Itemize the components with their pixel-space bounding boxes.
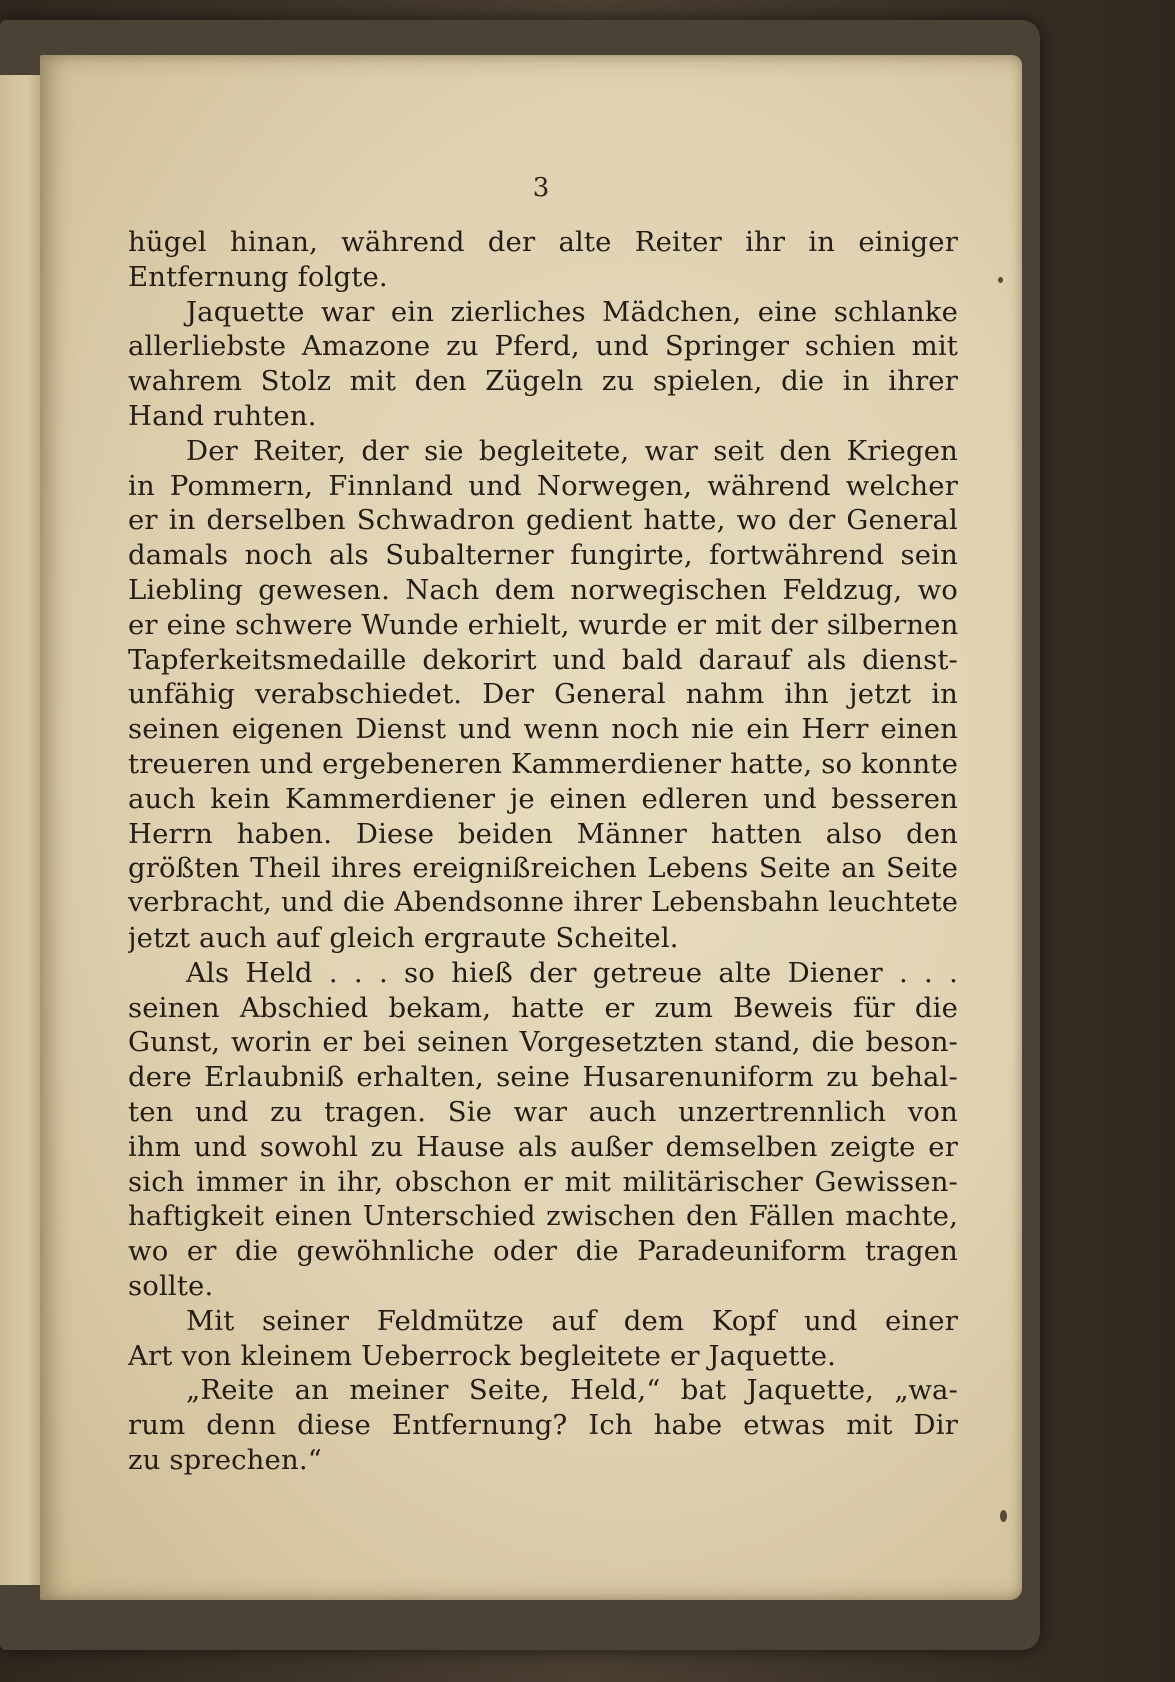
- text-line: dere Erlaubniß erhalten, seine Husarenuniform zu behal-: [128, 1061, 958, 1094]
- text-line: Der Reiter, der sie begleitete, war seit den Kriegen: [186, 434, 958, 467]
- text-line: seinen eigenen Dienst und wenn noch nie ein Herr einen: [128, 713, 958, 746]
- text-line: rum denn diese Entfernung? Ich habe etwas mit Dir: [128, 1409, 958, 1442]
- text-line: Hand ruhten.: [128, 399, 317, 432]
- text-line: jetzt auch auf gleich ergraute Scheitel.: [128, 921, 679, 954]
- text-line: allerliebste Amazone zu Pferd, und Springer schien mit: [128, 330, 958, 363]
- text-line: zu sprechen.“: [128, 1443, 322, 1476]
- text-line: „Reite an meiner Seite, Held,“ bat Jaquette, „wa-: [186, 1374, 958, 1407]
- page-number: 3: [532, 173, 550, 203]
- text-line: er in derselben Schwadron gedient hatte, wo der General: [128, 504, 958, 537]
- text-line: Mit seiner Feldmütze auf dem Kopf und einer: [186, 1304, 958, 1337]
- text-line: unfähig verabschiedet. Der General nahm ihn jetzt in: [128, 678, 958, 711]
- text-line: wahrem Stolz mit den Zügeln zu spielen, die in ihrer: [128, 365, 958, 398]
- text-line: damals noch als Subalterner fungirte, fortwährend sein: [128, 539, 958, 572]
- text-line: hügel hinan, während der alte Reiter ihr in einiger: [128, 226, 958, 258]
- text-line: Gunst, worin er bei seinen Vorgesetzten stand, die beson-: [128, 1026, 958, 1059]
- text-line: sich immer in ihr, obschon er mit militärischer Gewissen-: [128, 1165, 958, 1198]
- text-line: er eine schwere Wunde erhielt, wurde er mit der silbernen: [128, 608, 958, 641]
- text-line: haftigkeit einen Unterschied zwischen den Fällen machte,: [128, 1200, 958, 1233]
- paper-speck: [1000, 1510, 1007, 1522]
- text-line: treueren und ergebeneren Kammerdiener hatte, so konnte: [128, 747, 958, 780]
- text-line: Herrn haben. Diese beiden Männer hatten also den: [128, 817, 958, 850]
- text-line: sollte.: [128, 1269, 214, 1302]
- text-line: wo er die gewöhnliche oder die Paradeuniform tragen: [128, 1235, 958, 1268]
- text-line: Art von kleinem Ueberrock begleitete er Jaquette.: [128, 1339, 837, 1372]
- text-line: ten und zu tragen. Sie war auch unzertrennlich von: [128, 1095, 958, 1128]
- text-line: größten Theil ihres ereignißreichen Lebens Seite an Seite: [128, 852, 958, 885]
- text-line: Entfernung folgte.: [128, 260, 388, 293]
- text-line: Jaquette war ein zierliches Mädchen, eine schlanke: [186, 295, 958, 328]
- text-line: Liebling gewesen. Nach dem norwegischen Feldzug, wo: [128, 573, 958, 606]
- paper-speck: [998, 277, 1003, 283]
- page-sheet: [40, 55, 1022, 1600]
- text-line: auch kein Kammerdiener je einen edleren und besseren: [128, 782, 958, 815]
- text-line: ihm und sowohl zu Hause als außer demselben zeigte er: [128, 1130, 958, 1163]
- text-line: Als Held . . . so hieß der getreue alte Diener . . .: [186, 956, 958, 989]
- text-line: seinen Abschied bekam, hatte er zum Beweis für die: [128, 991, 958, 1024]
- text-line: verbracht, und die Abendsonne ihrer Lebensbahn leuchtete: [128, 887, 958, 919]
- text-line: in Pommern, Finnland und Norwegen, während welcher: [128, 469, 958, 502]
- body-text: [128, 225, 958, 1478]
- text-line: Tapferkeitsmedaille dekorirt und bald darauf als dienst-: [128, 643, 958, 676]
